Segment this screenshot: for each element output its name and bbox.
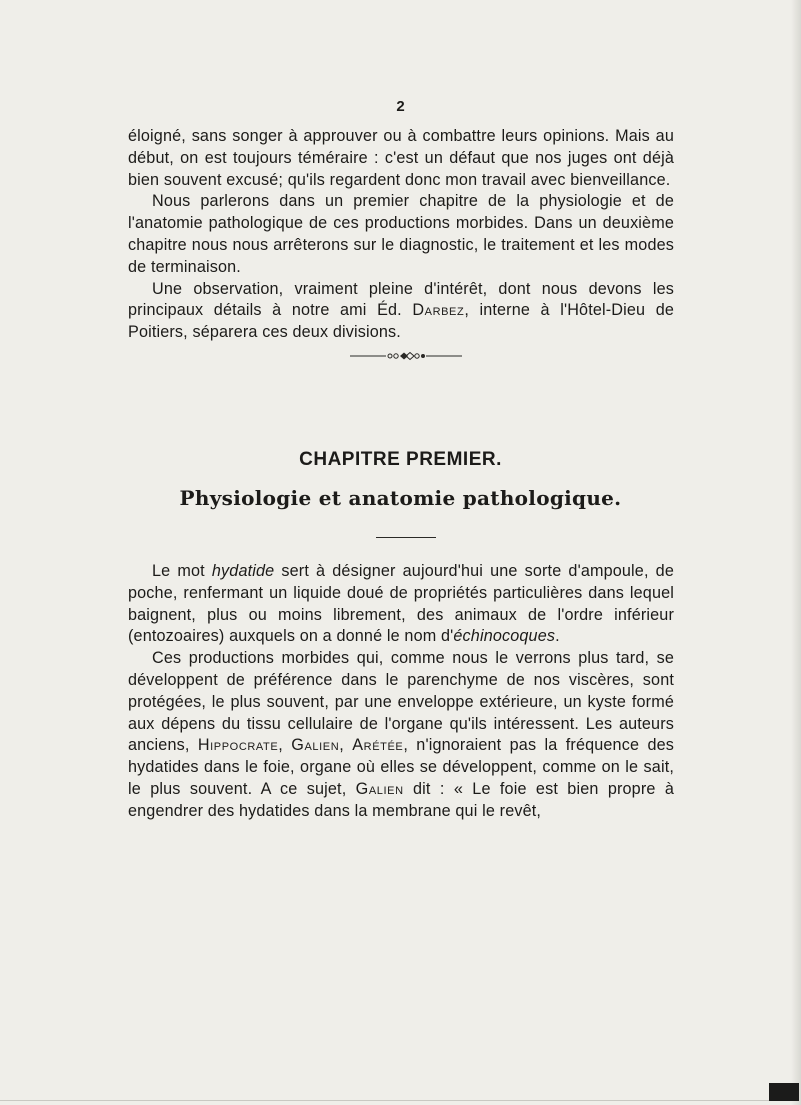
text-run: Une observation, vraiment pleine d'intérêt, dont nous devons les principaux détails à notre ami Éd. [128,279,674,320]
paragraph-observation [128,279,674,344]
intro-text [128,126,674,344]
paragraph [128,561,674,648]
page-edge-shadow [791,0,801,1105]
chapter-subtitle: Physiologie et anatomie pathologique. [179,486,622,510]
text-run: , [339,736,353,755]
text-run: , interne à l'Hôtel-Dieu de Poitiers, séparera ces deux divisions. [128,301,675,342]
term: échinocoques [453,627,556,646]
divider [376,537,436,538]
chapter-body [128,561,674,823]
author-name: Hippocrate [197,736,279,755]
section-ornament [350,351,462,361]
text-run: , [278,736,292,755]
text-run: Le mot [152,562,212,580]
page-bottom-line [0,1100,780,1101]
page-number: 2 [396,98,405,115]
term: hydatide [211,562,275,580]
text-run: sert à désigner aujourd'hui une sorte d'ampoule, de poche, renfermant un liquide doué de propriétés particulières dans lequel baignent, plus ou moins librement, des animaux de l'ordre inférieur (entozoaires) auxquels on a donné le nom d' [128,562,674,646]
chapter-title: CHAPITRE PREMIER. [299,449,502,470]
text-run: dit : « Le foie est bien propre à engendrer des hydatides dans la membrane qui le revêt, [128,779,674,820]
author-name: Arétée [352,736,404,755]
paragraph: éloigné, sans songer à approuver ou à combattre leurs opinions. Mais au début, on est toujours téméraire : c'est un défaut que nos juges ont déjà bien souvent excusé; qu'ils regardent donc mon travail avec bienveillance. [128,127,674,189]
paragraph [128,648,674,822]
text-run: , n'ignoraient pas la fréquence des hydatides dans le foie, organe où elles se développent, comme on le sait, le plus souvent. A ce sujet, [128,736,674,798]
text-run: . [555,627,560,646]
author-name: Darbez [412,301,465,320]
paragraph: Nous parlerons dans un premier chapitre de la physiologie et de l'anatomie pathologique de ces productions morbides. Dans un deuxième chapitre nous nous arrêterons sur le diagnostic, le traitement et les modes de terminaison. [128,192,674,276]
author-name: Galien [355,779,404,798]
author-name: Galien [291,736,340,755]
scan-edge-mark [769,1083,799,1101]
text-run: Ces productions morbides qui, comme nous le verrons plus tard, se développent de préférence dans le parenchyme de nos viscères, sont protégées, le plus souvent, par une enveloppe extérieure, un kyste formé aux dépens du tissu cellulaire de l'organe qu'ils intéressent. Les auteurs anciens, [128,649,674,755]
